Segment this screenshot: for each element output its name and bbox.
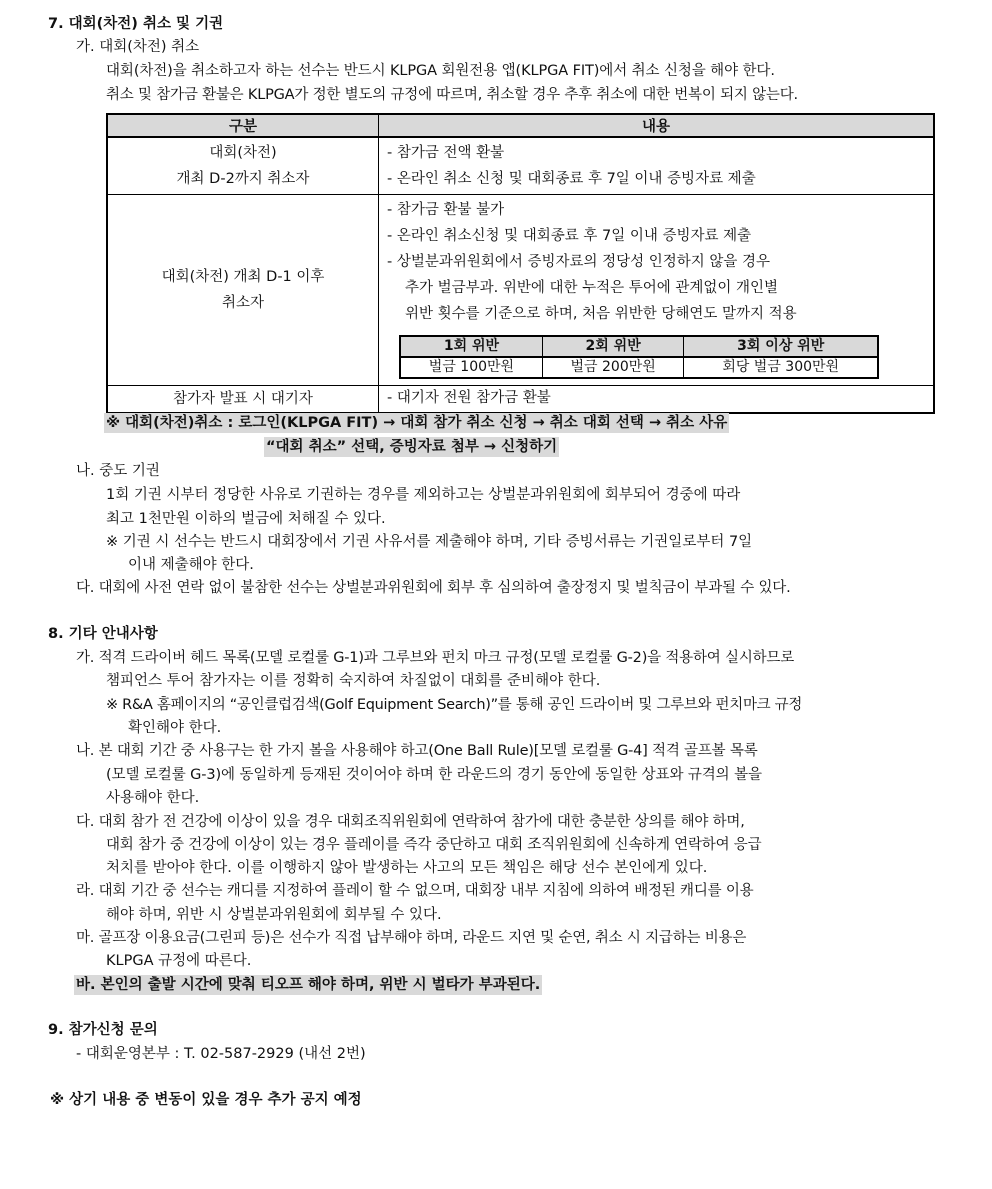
section-7-na-paragraph-2: 최고 1천만원 이하의 벌금에 처해질 수 있다. — [106, 511, 386, 527]
section-8-ma-2: KLPGA 규정에 따른다. — [106, 953, 252, 969]
section-7-da: 다. 대회에 사전 연락 없이 불참한 선수는 상벌분과위원회에 회부 후 심의하여 출장정지 및 벌칙금이 부과될 수 있다. — [76, 580, 791, 596]
cell-text: - 상벌분과위원회에서 증빙자료의 정당성 인정하지 않을 경우 — [387, 254, 771, 270]
fines-value: 벌금 100만원 — [400, 357, 542, 378]
table-cell-content — [379, 137, 935, 195]
section-8-ra-1: 라. 대회 기간 중 선수는 캐디를 지정하여 플레이 할 수 없으며, 대회장 내부 지침에 의하여 배정된 캐디를 이용 — [76, 883, 754, 899]
cell-text: 위반 횟수를 기준으로 하며, 처음 위반한 당해연도 말까지 적용 — [405, 306, 797, 322]
section-7-ga-title: 가. 대회(차전) 취소 — [76, 39, 200, 55]
table-header-row — [107, 114, 934, 137]
section-7-na-title: 나. 중도 기권 — [76, 463, 160, 479]
cancel-procedure-note-1: ※ 대회(차전)취소 : 로그인(KLPGA FIT) → 대회 참가 취소 신청 → 취소 대회 선택 → 취소 사유 — [106, 415, 728, 431]
section-7-na-paragraph-1: 1회 기권 시부터 정당한 사유로 기권하는 경우를 제외하고는 상벌분과위원회에 회부되어 경중에 따라 — [106, 487, 741, 503]
fines-header-row — [400, 336, 878, 357]
section-7-na-note-1: ※ 기권 시 선수는 반드시 대회장에서 기권 사유서를 제출해야 하며, 기타 증빙서류는 기권일로부터 7일 — [106, 534, 753, 550]
cancellation-table — [106, 113, 935, 414]
table-row — [107, 386, 934, 414]
cell-text: 취소자 — [221, 295, 265, 311]
table-cell-category — [107, 195, 379, 386]
fines-header: 2회 위반 — [542, 336, 684, 357]
fines-value-row — [400, 357, 878, 378]
section-7-title: 7. 대회(차전) 취소 및 기권 — [48, 16, 224, 32]
section-8-ga-2: 챔피언스 투어 참가자는 이를 정확히 숙지하여 차질없이 대회를 준비해야 한다. — [106, 673, 601, 689]
section-8-da-1: 다. 대회 참가 전 건강에 이상이 있을 경우 대회조직위원회에 연락하여 참가에 대한 충분한 상의를 해야 하며, — [76, 814, 745, 830]
table-header-content: 내용 — [379, 114, 935, 137]
section-8-na-3: 사용해야 한다. — [106, 790, 200, 806]
cell-text: - 참가금 전액 환불 — [387, 145, 505, 161]
section-7-ga-paragraph-1: 대회(차전)을 취소하고자 하는 선수는 반드시 KLPGA 회원전용 앱(KLPGA FIT)에서 취소 신청을 해야 한다. — [106, 63, 775, 79]
table-row — [107, 195, 934, 386]
section-8-da-3: 처치를 받아야 한다. 이를 이행하지 않아 발생하는 사고의 모든 책임은 해당 선수 본인에게 있다. — [106, 860, 708, 876]
table-header-category: 구분 — [107, 114, 379, 137]
table-cell-content — [379, 195, 935, 386]
section-8-ga-note-1: ※ R&A 홈페이지의 “공인클럽검색(Golf Equipment Search)”를 통해 공인 드라이버 및 그루브와 펀치마크 규정 — [106, 697, 803, 713]
contact-info: - 대회운영본부 : T. 02-587-2929 (내선 2번) — [76, 1046, 366, 1062]
section-8-ma-1: 마. 골프장 이용요금(그린피 등)은 선수가 직접 납부해야 하며, 라운드 지연 및 순연, 취소 시 지급하는 비용은 — [76, 930, 747, 946]
section-8-ga-note-2: 확인해야 한다. — [128, 720, 222, 736]
table-cell-category: 참가자 발표 시 대기자 — [107, 386, 379, 414]
cancel-procedure-note-2: “대회 취소” 선택, 증빙자료 첨부 → 신청하기 — [266, 439, 558, 455]
cell-text: 대회(차전) 개최 D-1 이후 — [161, 269, 325, 285]
table-cell-category — [107, 137, 379, 195]
section-8-title: 8. 기타 안내사항 — [48, 626, 158, 642]
section-8-na-2: (모델 로컬룰 G-3)에 동일하게 등재된 것이어야 하며 한 라운드의 경기 동안에 동일한 상표와 규격의 볼을 — [106, 767, 762, 783]
table-cell-content: - 대기자 전원 참가금 환불 — [379, 386, 935, 414]
section-8-na-1: 나. 본 대회 기간 중 사용구는 한 가지 볼을 사용해야 하고(One Ball Rule)[모델 로컬룰 G-4] 적격 골프볼 목록 — [76, 743, 758, 759]
fines-header: 1회 위반 — [400, 336, 542, 357]
fines-value: 회당 벌금 300만원 — [684, 357, 878, 378]
section-8-ga-1: 가. 적격 드라이버 헤드 목록(모델 로컬룰 G-1)과 그루브와 펀치 마크 규정(모델 로컬룰 G-2)을 적용하여 실시하므로 — [76, 650, 795, 666]
fines-table — [399, 335, 879, 379]
section-8-ba: 바. 본인의 출발 시간에 맞춰 티오프 해야 하며, 위반 시 벌타가 부과된다. — [76, 977, 541, 993]
section-9-title: 9. 참가신청 문의 — [48, 1022, 158, 1038]
section-8-ra-2: 해야 하며, 위반 시 상벌분과위원회에 회부될 수 있다. — [106, 907, 442, 923]
cell-text: 개최 D-2까지 취소자 — [176, 171, 310, 187]
cell-text: 대회(차전) — [209, 145, 277, 161]
fines-value: 벌금 200만원 — [542, 357, 684, 378]
section-8-da-2: 대회 참가 중 건강에 이상이 있는 경우 플레이를 즉각 중단하고 대회 조직위원회에 신속하게 연락하여 응급 — [106, 837, 762, 853]
table-row — [107, 137, 934, 195]
section-7-ga-paragraph-2: 취소 및 참가금 환불은 KLPGA가 정한 별도의 규정에 따르며, 취소할 경우 추후 취소에 대한 번복이 되지 않는다. — [106, 87, 798, 103]
section-7-na-note-2: 이내 제출해야 한다. — [128, 557, 254, 573]
footer-note: ※ 상기 내용 중 변동이 있을 경우 추가 공지 예정 — [50, 1092, 362, 1108]
cell-text: - 온라인 취소신청 및 대회종료 후 7일 이내 증빙자료 제출 — [387, 228, 752, 244]
cell-text: - 온라인 취소 신청 및 대회종료 후 7일 이내 증빙자료 제출 — [387, 171, 756, 187]
fines-header: 3회 이상 위반 — [684, 336, 878, 357]
cell-text: - 참가금 환불 불가 — [387, 202, 505, 218]
cell-text: 추가 벌금부과. 위반에 대한 누적은 투어에 관계없이 개인별 — [405, 280, 779, 296]
